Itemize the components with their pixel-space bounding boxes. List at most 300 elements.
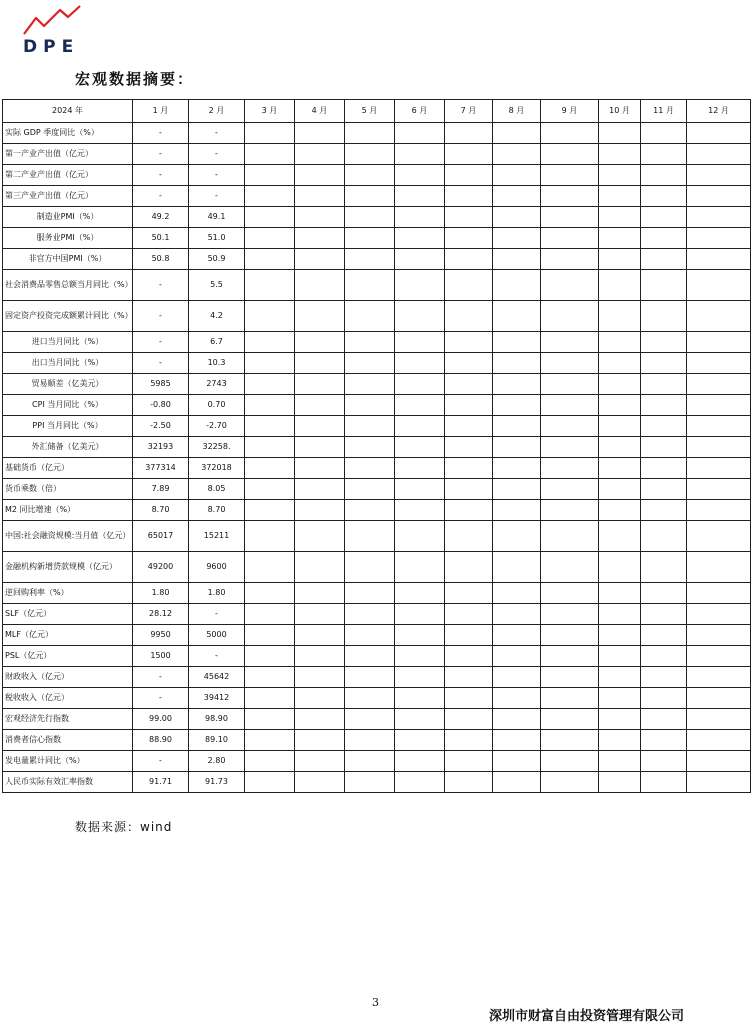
row-label: 财政收入（亿元）: [3, 667, 133, 688]
cell-empty: [445, 374, 493, 395]
row-label: 贸易顺差（亿美元）: [3, 374, 133, 395]
row-label: PPI 当月同比（%）: [3, 416, 133, 437]
cell-empty: [345, 207, 395, 228]
header-month: 2 月: [189, 100, 245, 123]
cell-feb: 8.70: [189, 500, 245, 521]
cell-empty: [345, 416, 395, 437]
cell-empty: [245, 625, 295, 646]
row-label: 实际 GDP 季度同比（%）: [3, 123, 133, 144]
cell-empty: [445, 165, 493, 186]
cell-empty: [245, 165, 295, 186]
cell-feb: -: [189, 604, 245, 625]
cell-empty: [345, 437, 395, 458]
cell-empty: [345, 625, 395, 646]
row-label: 基础货币（亿元）: [3, 458, 133, 479]
cell-empty: [295, 583, 345, 604]
cell-jan: 50.1: [133, 228, 189, 249]
cell-empty: [541, 270, 599, 301]
cell-empty: [245, 416, 295, 437]
cell-empty: [445, 667, 493, 688]
cell-empty: [395, 751, 445, 772]
cell-empty: [395, 416, 445, 437]
row-label: SLF（亿元）: [3, 604, 133, 625]
cell-empty: [687, 625, 751, 646]
header-month: 6 月: [395, 100, 445, 123]
cell-empty: [541, 667, 599, 688]
cell-feb: -: [189, 165, 245, 186]
cell-feb: 8.05: [189, 479, 245, 500]
cell-empty: [641, 688, 687, 709]
cell-empty: [245, 458, 295, 479]
table-row: [3, 395, 751, 416]
table-row: [3, 332, 751, 353]
cell-empty: [687, 144, 751, 165]
cell-empty: [493, 479, 541, 500]
cell-empty: [445, 730, 493, 751]
cell-empty: [295, 458, 345, 479]
cell-empty: [395, 207, 445, 228]
row-label: 宏观经济先行指数: [3, 709, 133, 730]
cell-empty: [345, 604, 395, 625]
cell-empty: [395, 458, 445, 479]
cell-empty: [395, 228, 445, 249]
cell-empty: [493, 604, 541, 625]
cell-empty: [687, 165, 751, 186]
cell-empty: [687, 667, 751, 688]
cell-empty: [541, 751, 599, 772]
table-row: [3, 667, 751, 688]
cell-empty: [541, 165, 599, 186]
cell-empty: [345, 552, 395, 583]
row-label: 逆回购利率（%）: [3, 583, 133, 604]
row-label: 社会消费品零售总额当月同比（%）: [3, 270, 133, 301]
cell-empty: [541, 521, 599, 552]
cell-empty: [599, 667, 641, 688]
cell-empty: [599, 709, 641, 730]
cell-empty: [445, 207, 493, 228]
cell-empty: [445, 772, 493, 793]
cell-empty: [345, 301, 395, 332]
cell-empty: [687, 301, 751, 332]
cell-empty: [493, 709, 541, 730]
header-month: 12 月: [687, 100, 751, 123]
cell-empty: [493, 583, 541, 604]
cell-empty: [687, 353, 751, 374]
cell-empty: [599, 353, 641, 374]
cell-jan: -: [133, 165, 189, 186]
cell-empty: [641, 374, 687, 395]
cell-empty: [445, 228, 493, 249]
cell-empty: [599, 270, 641, 301]
cell-empty: [395, 437, 445, 458]
cell-empty: [541, 353, 599, 374]
cell-empty: [599, 604, 641, 625]
cell-empty: [641, 646, 687, 667]
cell-empty: [445, 186, 493, 207]
cell-jan: -: [133, 688, 189, 709]
table-row: [3, 688, 751, 709]
cell-jan: -: [133, 667, 189, 688]
table-row: [3, 604, 751, 625]
cell-feb: 15211: [189, 521, 245, 552]
cell-empty: [541, 479, 599, 500]
cell-empty: [687, 479, 751, 500]
cell-feb: 89.10: [189, 730, 245, 751]
cell-empty: [295, 123, 345, 144]
cell-empty: [445, 552, 493, 583]
cell-empty: [395, 479, 445, 500]
cell-empty: [295, 144, 345, 165]
cell-empty: [295, 479, 345, 500]
cell-empty: [445, 144, 493, 165]
cell-empty: [687, 500, 751, 521]
cell-empty: [641, 458, 687, 479]
cell-jan: 50.8: [133, 249, 189, 270]
table-row: [3, 374, 751, 395]
cell-empty: [245, 604, 295, 625]
cell-jan: -: [133, 353, 189, 374]
row-label: 第一产业产出值（亿元）: [3, 144, 133, 165]
cell-empty: [395, 353, 445, 374]
cell-empty: [345, 353, 395, 374]
cell-empty: [295, 688, 345, 709]
header-month: 7 月: [445, 100, 493, 123]
cell-empty: [395, 646, 445, 667]
cell-empty: [599, 249, 641, 270]
cell-empty: [445, 751, 493, 772]
cell-empty: [345, 667, 395, 688]
cell-jan: -: [133, 270, 189, 301]
table-row: [3, 144, 751, 165]
cell-empty: [687, 458, 751, 479]
row-label: 外汇储备（亿美元）: [3, 437, 133, 458]
cell-empty: [541, 228, 599, 249]
table-row: [3, 521, 751, 552]
cell-empty: [445, 583, 493, 604]
cell-empty: [541, 772, 599, 793]
cell-empty: [245, 270, 295, 301]
cell-empty: [395, 144, 445, 165]
row-label: 固定资产投资完成额累计同比（%）: [3, 301, 133, 332]
row-label: 货币乘数（倍）: [3, 479, 133, 500]
cell-empty: [687, 646, 751, 667]
cell-empty: [599, 500, 641, 521]
cell-empty: [493, 353, 541, 374]
cell-feb: 1.80: [189, 583, 245, 604]
cell-empty: [295, 416, 345, 437]
cell-empty: [541, 301, 599, 332]
cell-empty: [599, 552, 641, 583]
cell-feb: 6.7: [189, 332, 245, 353]
cell-empty: [295, 228, 345, 249]
cell-empty: [541, 552, 599, 583]
cell-empty: [599, 458, 641, 479]
cell-empty: [687, 688, 751, 709]
cell-empty: [395, 395, 445, 416]
table-row: [3, 228, 751, 249]
cell-feb: 51.0: [189, 228, 245, 249]
table-row: [3, 458, 751, 479]
cell-empty: [445, 270, 493, 301]
cell-empty: [687, 374, 751, 395]
header-month: 11 月: [641, 100, 687, 123]
cell-empty: [599, 437, 641, 458]
cell-empty: [445, 625, 493, 646]
cell-empty: [687, 207, 751, 228]
cell-empty: [599, 521, 641, 552]
cell-empty: [395, 374, 445, 395]
cell-empty: [687, 228, 751, 249]
cell-empty: [641, 270, 687, 301]
logo-text: DPE: [23, 37, 80, 57]
cell-empty: [493, 646, 541, 667]
cell-empty: [493, 395, 541, 416]
cell-empty: [295, 207, 345, 228]
cell-empty: [687, 249, 751, 270]
cell-empty: [493, 228, 541, 249]
cell-empty: [493, 332, 541, 353]
cell-empty: [493, 730, 541, 751]
cell-empty: [641, 416, 687, 437]
cell-empty: [493, 416, 541, 437]
cell-empty: [541, 144, 599, 165]
cell-empty: [295, 667, 345, 688]
cell-empty: [599, 332, 641, 353]
cell-empty: [445, 500, 493, 521]
cell-empty: [445, 123, 493, 144]
cell-empty: [295, 165, 345, 186]
row-label: CPI 当月同比（%）: [3, 395, 133, 416]
cell-empty: [641, 144, 687, 165]
cell-empty: [245, 395, 295, 416]
cell-jan: 91.71: [133, 772, 189, 793]
cell-empty: [395, 270, 445, 301]
cell-empty: [395, 709, 445, 730]
cell-empty: [445, 479, 493, 500]
row-label: PSL（亿元）: [3, 646, 133, 667]
cell-empty: [641, 479, 687, 500]
cell-empty: [541, 332, 599, 353]
cell-empty: [345, 270, 395, 301]
cell-feb: -2.70: [189, 416, 245, 437]
header-month: 4 月: [295, 100, 345, 123]
cell-empty: [245, 186, 295, 207]
cell-empty: [345, 249, 395, 270]
row-label: 服务业PMI（%）: [3, 228, 133, 249]
cell-feb: -: [189, 186, 245, 207]
cell-empty: [245, 249, 295, 270]
cell-empty: [493, 625, 541, 646]
cell-empty: [395, 500, 445, 521]
cell-empty: [295, 270, 345, 301]
cell-empty: [445, 353, 493, 374]
cell-empty: [245, 374, 295, 395]
table-row: [3, 552, 751, 583]
cell-empty: [345, 144, 395, 165]
cell-empty: [493, 437, 541, 458]
cell-empty: [445, 437, 493, 458]
cell-empty: [395, 730, 445, 751]
cell-empty: [245, 772, 295, 793]
cell-feb: 39412: [189, 688, 245, 709]
cell-empty: [395, 667, 445, 688]
cell-feb: 91.73: [189, 772, 245, 793]
cell-empty: [345, 458, 395, 479]
cell-empty: [641, 730, 687, 751]
cell-empty: [345, 772, 395, 793]
row-label: 第三产业产出值（亿元）: [3, 186, 133, 207]
cell-empty: [641, 667, 687, 688]
cell-empty: [345, 709, 395, 730]
cell-empty: [445, 416, 493, 437]
cell-empty: [245, 228, 295, 249]
cell-empty: [295, 301, 345, 332]
header-month: 5 月: [345, 100, 395, 123]
cell-jan: -: [133, 123, 189, 144]
cell-empty: [599, 144, 641, 165]
cell-empty: [493, 521, 541, 552]
cell-empty: [687, 604, 751, 625]
cell-empty: [599, 625, 641, 646]
table-row: [3, 751, 751, 772]
cell-empty: [641, 395, 687, 416]
cell-feb: 2.80: [189, 751, 245, 772]
cell-empty: [395, 186, 445, 207]
cell-empty: [395, 552, 445, 583]
cell-empty: [599, 751, 641, 772]
cell-empty: [599, 301, 641, 332]
cell-empty: [395, 521, 445, 552]
cell-empty: [493, 301, 541, 332]
cell-empty: [641, 249, 687, 270]
table-row: [3, 123, 751, 144]
table-row: [3, 479, 751, 500]
cell-jan: 32193: [133, 437, 189, 458]
cell-empty: [245, 301, 295, 332]
cell-empty: [245, 332, 295, 353]
cell-empty: [541, 688, 599, 709]
cell-jan: -: [133, 144, 189, 165]
cell-feb: -: [189, 646, 245, 667]
cell-empty: [687, 583, 751, 604]
macro-data-table: [2, 99, 751, 793]
cell-empty: [541, 625, 599, 646]
cell-jan: -0.80: [133, 395, 189, 416]
cell-empty: [295, 437, 345, 458]
cell-empty: [541, 583, 599, 604]
cell-empty: [541, 646, 599, 667]
cell-empty: [687, 395, 751, 416]
cell-empty: [345, 688, 395, 709]
table-row: [3, 270, 751, 301]
cell-empty: [245, 500, 295, 521]
cell-empty: [245, 667, 295, 688]
cell-empty: [599, 395, 641, 416]
cell-empty: [687, 332, 751, 353]
cell-empty: [395, 772, 445, 793]
cell-empty: [345, 500, 395, 521]
cell-empty: [599, 123, 641, 144]
cell-jan: 49200: [133, 552, 189, 583]
cell-feb: 2743: [189, 374, 245, 395]
table-row: [3, 249, 751, 270]
cell-jan: 1500: [133, 646, 189, 667]
cell-empty: [445, 521, 493, 552]
table-row: [3, 186, 751, 207]
cell-empty: [599, 583, 641, 604]
cell-empty: [295, 552, 345, 583]
cell-empty: [687, 437, 751, 458]
cell-empty: [445, 249, 493, 270]
cell-feb: 10.3: [189, 353, 245, 374]
cell-empty: [295, 374, 345, 395]
table-row: [3, 165, 751, 186]
cell-empty: [345, 186, 395, 207]
cell-jan: -2.50: [133, 416, 189, 437]
cell-empty: [687, 751, 751, 772]
cell-empty: [395, 332, 445, 353]
cell-empty: [395, 604, 445, 625]
table-row: [3, 437, 751, 458]
row-label: 进口当月同比（%）: [3, 332, 133, 353]
cell-jan: 8.70: [133, 500, 189, 521]
row-label: 非官方中国PMI（%）: [3, 249, 133, 270]
cell-empty: [599, 228, 641, 249]
row-label: 税收收入（亿元）: [3, 688, 133, 709]
cell-jan: 9950: [133, 625, 189, 646]
cell-empty: [599, 688, 641, 709]
cell-empty: [295, 625, 345, 646]
cell-empty: [641, 500, 687, 521]
company-name: 深圳市财富自由投资管理有限公司: [488, 1009, 684, 1024]
cell-empty: [541, 186, 599, 207]
cell-empty: [395, 123, 445, 144]
cell-empty: [245, 144, 295, 165]
cell-jan: 1.80: [133, 583, 189, 604]
cell-empty: [493, 374, 541, 395]
cell-empty: [493, 165, 541, 186]
cell-jan: 377314: [133, 458, 189, 479]
cell-empty: [641, 353, 687, 374]
cell-empty: [541, 437, 599, 458]
header-year: 2024 年: [3, 100, 133, 123]
cell-empty: [641, 332, 687, 353]
cell-empty: [687, 270, 751, 301]
cell-empty: [493, 144, 541, 165]
cell-feb: 9600: [189, 552, 245, 583]
cell-empty: [641, 123, 687, 144]
cell-empty: [641, 301, 687, 332]
row-label: 中国:社会融资规模:当月值（亿元）: [3, 521, 133, 552]
cell-empty: [493, 751, 541, 772]
cell-empty: [245, 688, 295, 709]
cell-empty: [445, 688, 493, 709]
cell-empty: [687, 186, 751, 207]
cell-empty: [687, 123, 751, 144]
cell-feb: 5.5: [189, 270, 245, 301]
cell-empty: [245, 123, 295, 144]
header-month: 3 月: [245, 100, 295, 123]
cell-empty: [541, 500, 599, 521]
cell-empty: [245, 479, 295, 500]
cell-empty: [245, 521, 295, 552]
dpe-logo: [20, 4, 92, 57]
cell-empty: [345, 730, 395, 751]
table-row: [3, 646, 751, 667]
cell-empty: [445, 458, 493, 479]
cell-empty: [493, 458, 541, 479]
cell-empty: [641, 709, 687, 730]
